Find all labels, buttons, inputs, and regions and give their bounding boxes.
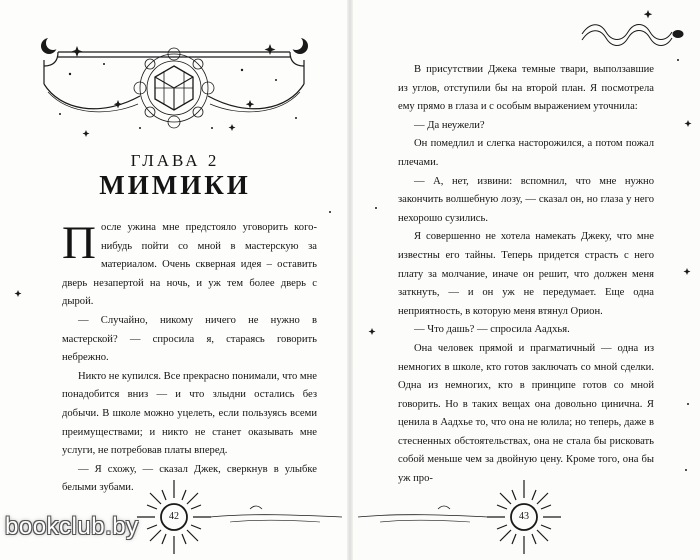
paragraph: В присутствии Джека темные твари, выползавшие из углов, отступили бы на второй план. Я посмотрела ему прямо в глаза и с особым выражением уточнила:: [398, 64, 654, 113]
paragraph: — Что дашь? — спросила Аадхья.: [414, 324, 570, 336]
paragraph: Она человек прямой и прагматичный — одна из немногих в школе, кто готов заключать со мной сделки. Одна из немногих, кто в принципе готов со мной говорить. Но в таких вещах она довольно цинична. Я ценила в Аадхье то, что она не юлила; но теперь, даже в стесненных обстоятельствах, она не стала бы рисковать собой меньше чем за двойную цену. Кроме того, она бы уж про-: [398, 342, 654, 485]
paragraph: — А, нет, извини: вспомнил, что мне нужно закончить волшебную лозу, — сказал он, но глаза у него нехорошо сузились.: [398, 175, 654, 224]
paragraph: Никто не купился. Все прекрасно понимали, что мне понадобится вниз — и что злыдни остались без добычи. В школе можно уцелеть, если пользуясь всеми преимуществами; и никто не станет оказывать мне услуги, не потребовав платы вперед.: [62, 370, 317, 457]
geometric-cube-emblem-icon: [134, 48, 214, 128]
chapter-title: МИМИКИ: [99, 170, 251, 200]
crescent-moon-icon: [289, 36, 308, 54]
page-number: 43: [519, 511, 529, 522]
page-number: 42: [169, 511, 179, 522]
drop-cap: П: [62, 217, 96, 269]
paragraph: — Да неужели?: [414, 119, 485, 131]
paragraph: — Я схожу, — сказал Джек, сверкнув в улыбке белыми зубами.: [62, 463, 317, 494]
first-paragraph-text: осле ужина мне предстояло уговорить кого-нибудь пойти со мной в мастерскую за материалом. Очень скверная идея – оставить дверь незапертой на ночь, и уж тем более дверь с дырой.: [62, 222, 317, 308]
watermark-text: bookclub.by: [5, 513, 139, 540]
right-page-body: [398, 61, 654, 489]
serpent-ornament-icon: [582, 25, 683, 46]
bottom-flourish: [358, 506, 488, 522]
right-page: [350, 0, 700, 560]
bottom-flourish: [210, 506, 342, 522]
crescent-moon-icon: [41, 36, 60, 54]
paragraph: — Случайно, никому ничего не нужно в мастерской? — спросила я, стараясь говорить небрежно.: [62, 314, 317, 364]
book-gutter: [347, 0, 353, 560]
first-paragraph: [62, 219, 317, 312]
left-page-body: [62, 219, 317, 498]
paragraph: Он помедлил и слегка насторожился, а потом пожал плечами.: [398, 138, 654, 168]
chapter-number: ГЛАВА 2: [130, 151, 220, 170]
paragraph: Я совершенно не хотела намекать Джеку, что мне известны его тайны. Теперь придется страсть с него плату за молчание, иначе он решит, что должен меня заткнуть, — и он уж не передумает. Еще одна неприятность, в которую меня втянул Орион.: [398, 231, 654, 317]
